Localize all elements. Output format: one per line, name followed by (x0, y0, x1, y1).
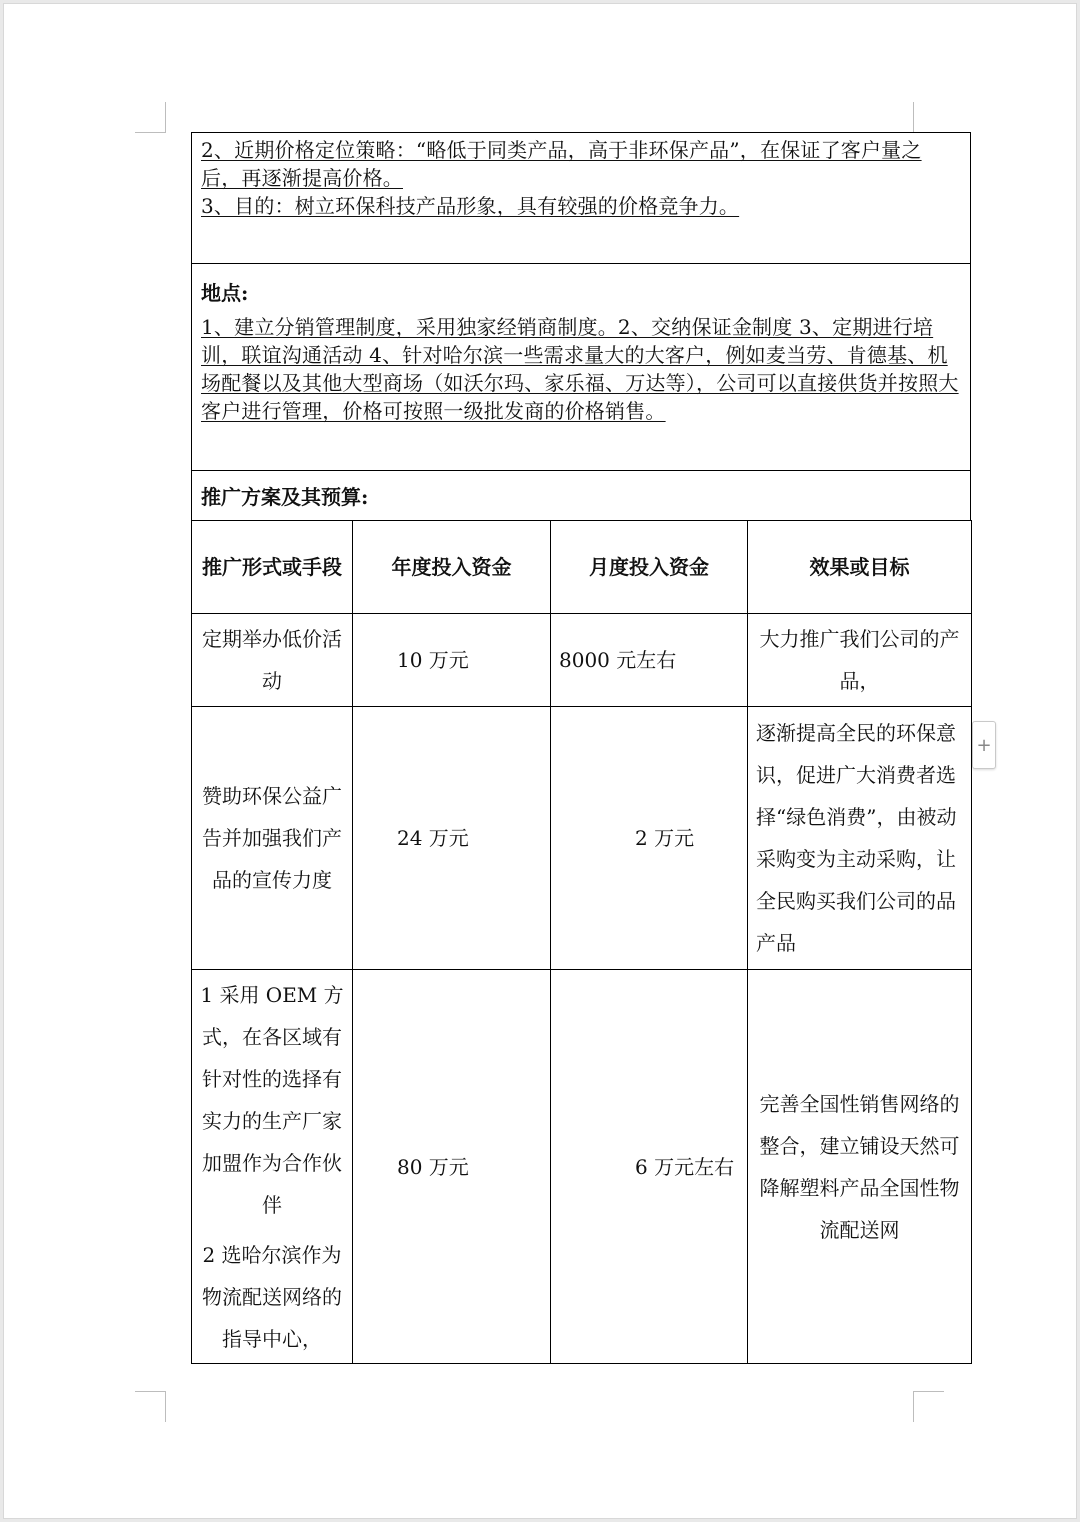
table-row (192, 614, 972, 707)
promotion-label: 推广方案及其预算: (201, 485, 369, 509)
table-row (192, 707, 972, 970)
crop-mark-top-right (913, 102, 944, 133)
cell-monthly: 2 万元 (551, 707, 748, 970)
cell-effect: 完善全国性销售网络的整合，建立铺设天然可降解塑料产品全国性物流配送网 (748, 970, 972, 1364)
place-section (191, 263, 971, 471)
cell-annual: 10 万元 (353, 614, 551, 707)
cell-annual: 24 万元 (353, 707, 551, 970)
plus-icon: + (976, 734, 992, 756)
add-row-button[interactable] (972, 721, 996, 769)
table-row (192, 970, 972, 1364)
cell-annual: 80 万元 (353, 970, 551, 1364)
table-header-row (192, 521, 972, 614)
cell-effect: 大力推广我们公司的产品， (748, 614, 972, 707)
cell-monthly: 6 万元左右 (551, 970, 748, 1364)
promotion-section (191, 470, 971, 521)
price-strategy-section (191, 132, 971, 264)
crop-mark-top-left (135, 102, 166, 133)
cell-form: 赞助环保公益广告并加强我们产品的宣传力度 (192, 707, 353, 970)
cell-form-part2: 2 选哈尔滨作为物流配送网络的指导中心， (202, 1242, 342, 1351)
crop-mark-bottom-left (135, 1391, 166, 1422)
header-monthly: 月度投入资金 (551, 521, 748, 614)
price-goal-text: 3、目的：树立环保科技产品形象，具有较强的价格竞争力。 (201, 194, 740, 218)
place-label: 地点: (201, 281, 249, 305)
budget-table (191, 520, 972, 1364)
cell-form: 定期举办低价活动 (192, 614, 353, 707)
cell-monthly: 8000 元左右 (551, 614, 748, 707)
header-effect: 效果或目标 (748, 521, 972, 614)
cell-form-part1: 1 采用 OEM 方式，在各区域有针对性的选择有实力的生产厂家加盟作为合作伙伴 (200, 982, 344, 1217)
header-annual: 年度投入资金 (353, 521, 551, 614)
crop-mark-bottom-right (913, 1391, 944, 1422)
header-form: 推广形式或手段 (192, 521, 353, 614)
place-text: 1、建立分销管理制度，采用独家经销商制度。2、交纳保证金制度 3、定期进行培训，联谊沟通活动 4、针对哈尔滨一些需求量大的大客户，例如麦当劳、肯德基、机场配餐以及其他大型商场（如沃尔玛、家乐福、万达等），公司可以直接供货并按照大客户进行管理，价格可按照一级批发商的价格销售。 (201, 315, 959, 423)
cell-form-gap (200, 1226, 344, 1234)
cell-effect: 逐渐提高全民的环保意识，促进广大消费者选择“绿色消费”，由被动采购变为主动采购，让全民购买我们公司的品产品 (748, 707, 972, 970)
price-strategy-text: 2、近期价格定位策略：“略低于同类产品，高于非环保产品”，在保证了客户量之后，再逐渐提高价格。 (201, 138, 922, 190)
cell-form (192, 970, 353, 1364)
